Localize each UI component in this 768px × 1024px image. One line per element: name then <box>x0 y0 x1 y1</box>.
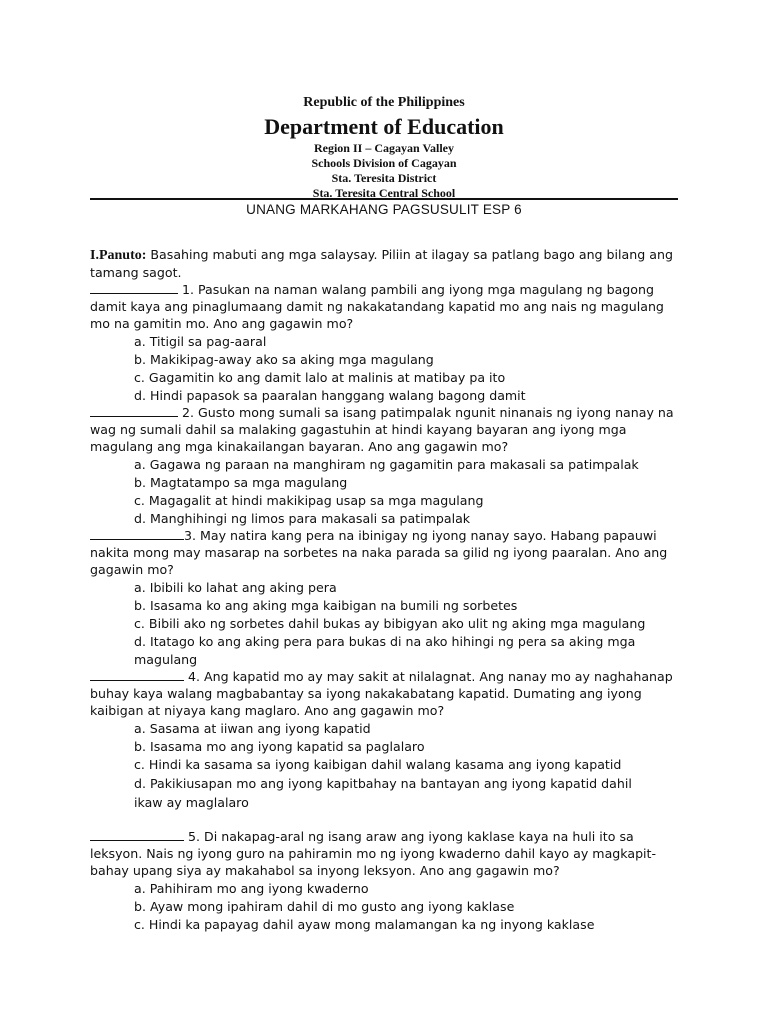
region-line: Region II – Cagayan Valley <box>313 141 455 155</box>
answer-blank-1[interactable] <box>90 282 178 294</box>
exam-title: UNANG MARKAHANG PAGSUSULIT ESP 6 <box>246 202 522 217</box>
question-text: 5. Di nakapag-aral ng isang araw ang iyong kaklase kaya na huli ito sa leksyon. Nais ng iyong guro na pahiramin mo ng iyong kwaderno dahil kayo ay magkapit-bahay upang siya ay makahabol sa inyong leksyon. Ano ang gagawin mo? <box>90 829 657 878</box>
option-4c: c. Hindi ka sasama sa iyong kaibigan dahil walang kasama ang iyong kapatid <box>134 757 622 772</box>
option-1d: d. Hindi papasok sa paaralan hanggang walang bagong damit <box>134 388 526 403</box>
option-1c: c. Gagamitin ko ang damit lalo at malinis at matibay pa ito <box>134 370 506 385</box>
option-4d-continued: ikaw ay maglalaro <box>134 795 249 810</box>
option-3d-continued: magulang <box>134 652 198 667</box>
option-3c: c. Bibili ako ng sorbetes dahil bukas ay bibigyan ako ulit ng aking mga magulang <box>134 616 646 631</box>
option-4d: d. Pakikiusapan mo ang iyong kapitbahay na bantayan ang iyong kapatid dahil <box>134 776 632 791</box>
option-4a: a. Sasama at iiwan ang iyong kapatid <box>134 721 371 736</box>
district-line: Sta. Teresita District <box>331 171 437 185</box>
document-header <box>90 94 678 201</box>
question-5 <box>90 828 680 879</box>
answer-blank-2[interactable] <box>90 405 178 417</box>
question-text: 1. Pasukan na naman walang pambili ang iyong mga magulang ng bagong damit kaya ang pinaglumaang damit ng nakakatandang kapatid mo ang nais ng magulang mo na gamitin mo. Ano ang gagawin mo? <box>90 282 664 331</box>
option-3a: a. Ibibili ko lahat ang aking pera <box>134 580 337 595</box>
option-2c: c. Magagalit at hindi makikipag usap sa mga magulang <box>134 493 484 508</box>
header-divider <box>90 198 678 200</box>
question-4 <box>90 668 680 719</box>
department-heading: Department of Education <box>264 114 504 139</box>
instructions <box>90 246 680 281</box>
option-5c: c. Hindi ka papayag dahil ayaw mong malamangan ka ng inyong kaklase <box>134 917 595 932</box>
answer-blank-3[interactable] <box>90 528 184 540</box>
question-text: 3. May natira kang pera na ibinigay ng iyong nanay sayo. Habang papauwi nakita mong may masarap na sorbetes na naka parada sa gilid ng iyong paaralan. Ano ang gagawin mo? <box>90 528 668 577</box>
option-2b: b. Magtatampo sa mga magulang <box>134 475 348 490</box>
exam-body <box>90 246 680 933</box>
spacer <box>90 811 680 828</box>
republic-heading: Republic of the Philippines <box>303 95 465 110</box>
option-2d: d. Manghihingi ng limos para makasali sa patimpalak <box>134 511 471 526</box>
option-1b: b. Makikipag-away ako sa aking mga magulang <box>134 352 434 367</box>
instructions-text: Basahing mabuti ang mga salaysay. Piliin at ilagay sa patlang bago ang bilang ang tamang sagot. <box>90 247 673 280</box>
question-3 <box>90 527 680 578</box>
question-text: 4. Ang kapatid mo ay may sakit at nilalagnat. Ang nanay mo ay naghahanap buhay kaya walang magbabantay sa iyong nakakabatang kapatid. Dumating ang iyong kaibigan at niyaya kang maglaro. Ano ang gagawin mo? <box>90 669 673 718</box>
option-5a: a. Pahihiram mo ang iyong kwaderno <box>134 881 369 896</box>
question-2 <box>90 404 680 455</box>
instructions-label: I.Panuto: <box>90 248 147 263</box>
option-3d: d. Itatago ko ang aking pera para bukas di na ako hihingi ng pera sa aking mga <box>134 634 636 649</box>
answer-blank-4[interactable] <box>90 669 184 681</box>
school-line: Sta. Teresita Central School <box>312 186 456 200</box>
question-1 <box>90 281 680 332</box>
option-3b: b. Isasama ko ang aking mga kaibigan na bumili ng sorbetes <box>134 598 518 613</box>
answer-blank-5[interactable] <box>90 829 184 841</box>
option-5b: b. Ayaw mong ipahiram dahil di mo gusto ang iyong kaklase <box>134 899 515 914</box>
option-4b: b. Isasama mo ang iyong kapatid sa paglalaro <box>134 739 425 754</box>
option-1a: a. Titigil sa pag-aaral <box>134 334 267 349</box>
option-2a: a. Gagawa ng paraan na manghiram ng gagamitin para makasali sa patimpalak <box>134 457 639 472</box>
question-text: 2. Gusto mong sumali sa isang patimpalak ngunit ninanais ng iyong nanay na wag ng sumali dahil sa malaking gagastuhin at hindi kayang bayaran ang iyong mga magulang ang mga kinakailangan bayaran. Ano ang gagawin mo? <box>90 405 674 454</box>
division-line: Schools Division of Cagayan <box>311 156 457 170</box>
